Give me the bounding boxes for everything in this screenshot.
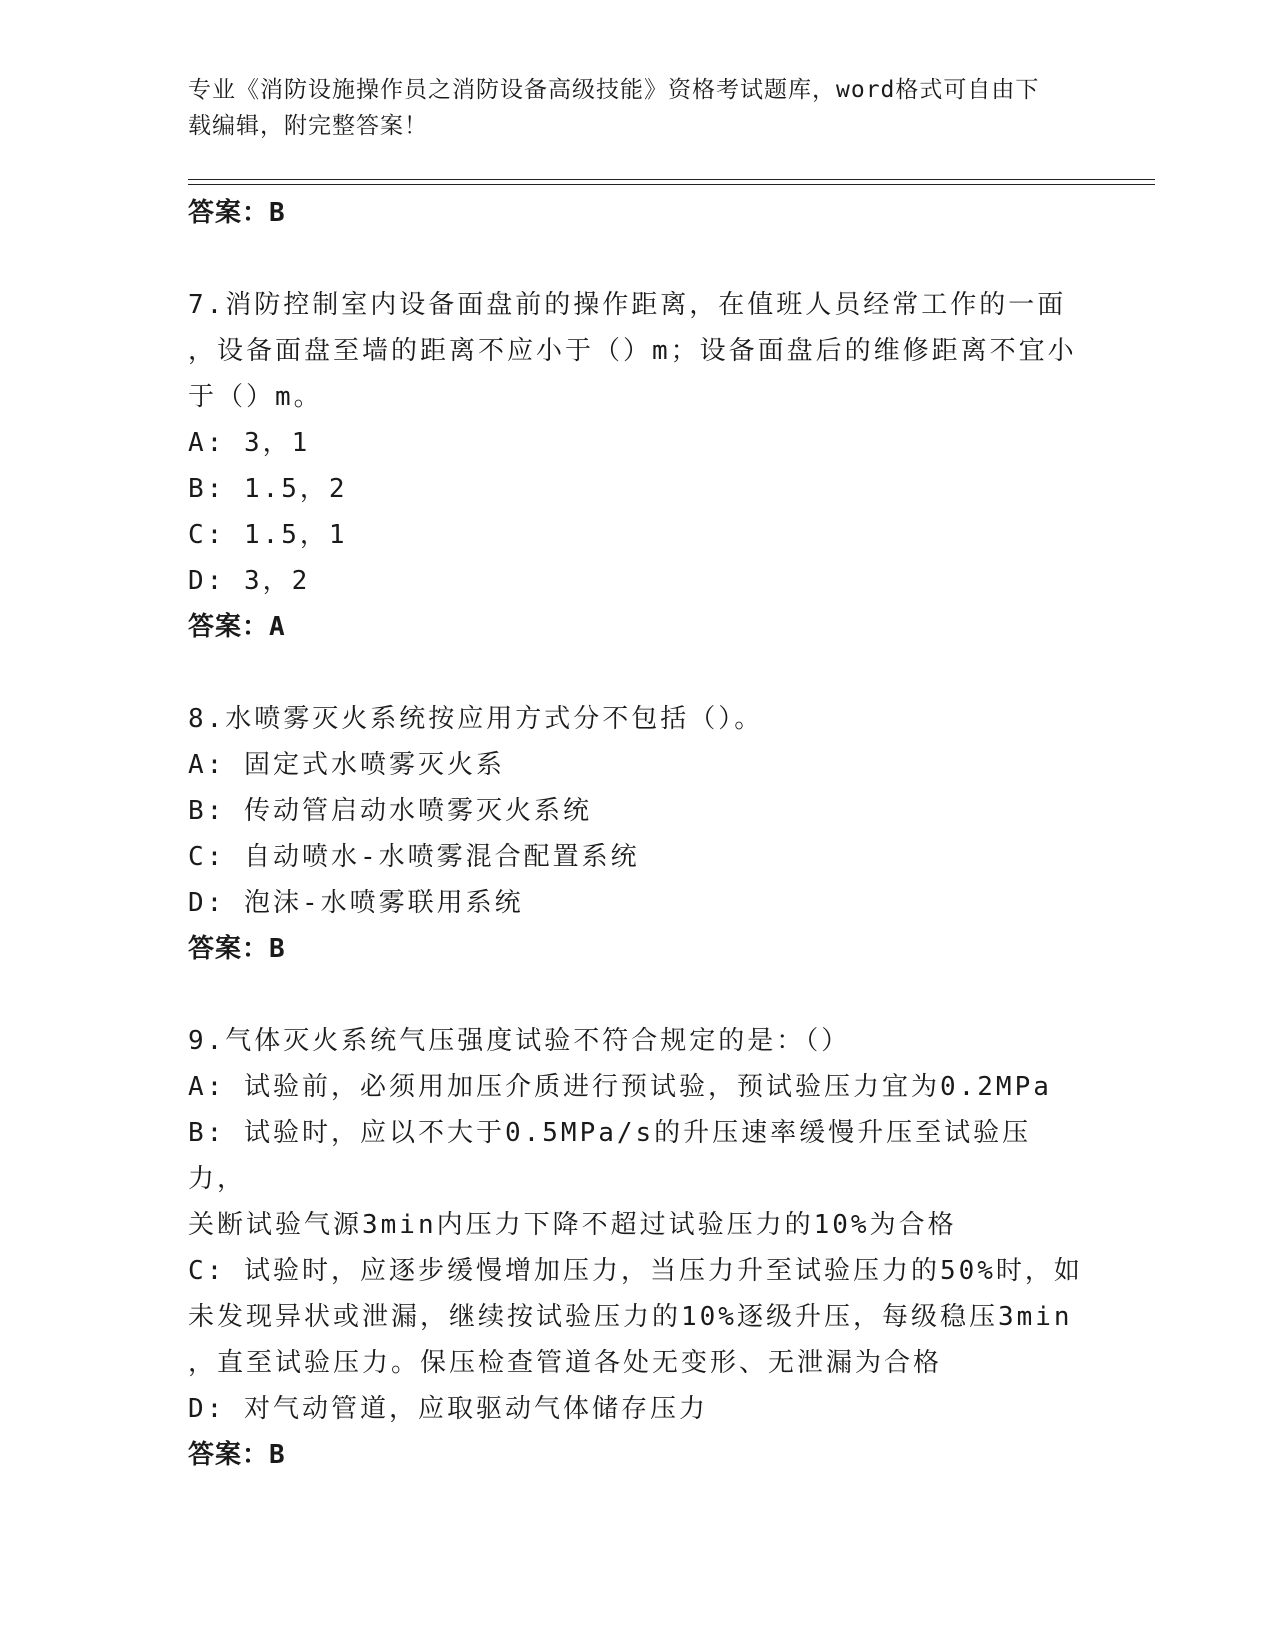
option-d: D: 3，2 xyxy=(188,566,311,596)
question-list xyxy=(188,188,1088,1478)
option-b: B: 试验时，应以不大于0.5MPa/s的升压速率缓慢升压至试验压力， xyxy=(188,1118,1032,1194)
document-header xyxy=(188,72,1088,144)
answer-question-8: 答案：B xyxy=(188,934,286,964)
answer-question-9: 答案：B xyxy=(188,1440,286,1470)
option-a: A: 固定式水喷雾灭火系 xyxy=(188,750,505,780)
option-d: D: 泡沫-水喷雾联用系统 xyxy=(188,888,524,918)
question-text-line: 8.水喷雾灭火系统按应用方式分不包括（）。 xyxy=(188,704,764,734)
question-text-line: 于（）m。 xyxy=(188,382,323,412)
question-8 xyxy=(188,696,1088,972)
option-c: C: 试验时，应逐步缓慢增加压力，当压力升至试验压力的50%时，如 xyxy=(188,1256,1083,1286)
header-line-1: 专业《消防设施操作员之消防设备高级技能》资格考试题库，word格式可自由下 xyxy=(188,77,1040,103)
option-c-continued: 未发现异状或泄漏，继续按试验压力的10%逐级升压，每级稳压3min xyxy=(188,1302,1073,1332)
header-line-2: 载编辑，附完整答案！ xyxy=(188,113,428,139)
option-c-continued: ，直至试验压力。保压检查管道各处无变形、无泄漏为合格 xyxy=(188,1348,943,1378)
option-c: C: 1.5，1 xyxy=(188,520,348,550)
option-a: A: 试验前，必须用加压介质进行预试验，预试验压力宜为0.2MPa xyxy=(188,1072,1052,1102)
option-c: C: 自动喷水-水喷雾混合配置系统 xyxy=(188,842,640,872)
question-text-line: 7.消防控制室内设备面盘前的操作距离，在值班人员经常工作的一面 xyxy=(188,290,1067,320)
question-text-line: ，设备面盘至墙的距离不应小于（）m；设备面盘后的维修距离不宜小 xyxy=(188,336,1077,366)
option-b: B: 传动管启动水喷雾灭火系统 xyxy=(188,796,592,826)
question-9 xyxy=(188,1018,1088,1478)
header-divider-top xyxy=(188,179,1155,180)
option-b: B: 1.5，2 xyxy=(188,474,348,504)
answer-previous-question: 答案：B xyxy=(188,198,286,228)
answer-question-7: 答案：A xyxy=(188,612,286,642)
header-divider-bottom xyxy=(188,184,1155,185)
question-7 xyxy=(188,282,1088,650)
option-a: A: 3，1 xyxy=(188,428,311,458)
question-text-line: 9.气体灭火系统气压强度试验不符合规定的是：（） xyxy=(188,1026,851,1056)
option-d: D: 对气动管道，应取驱动气体储存压力 xyxy=(188,1394,708,1424)
option-b-continued: 关断试验气源3min内压力下降不超过试验压力的10%为合格 xyxy=(188,1210,957,1240)
